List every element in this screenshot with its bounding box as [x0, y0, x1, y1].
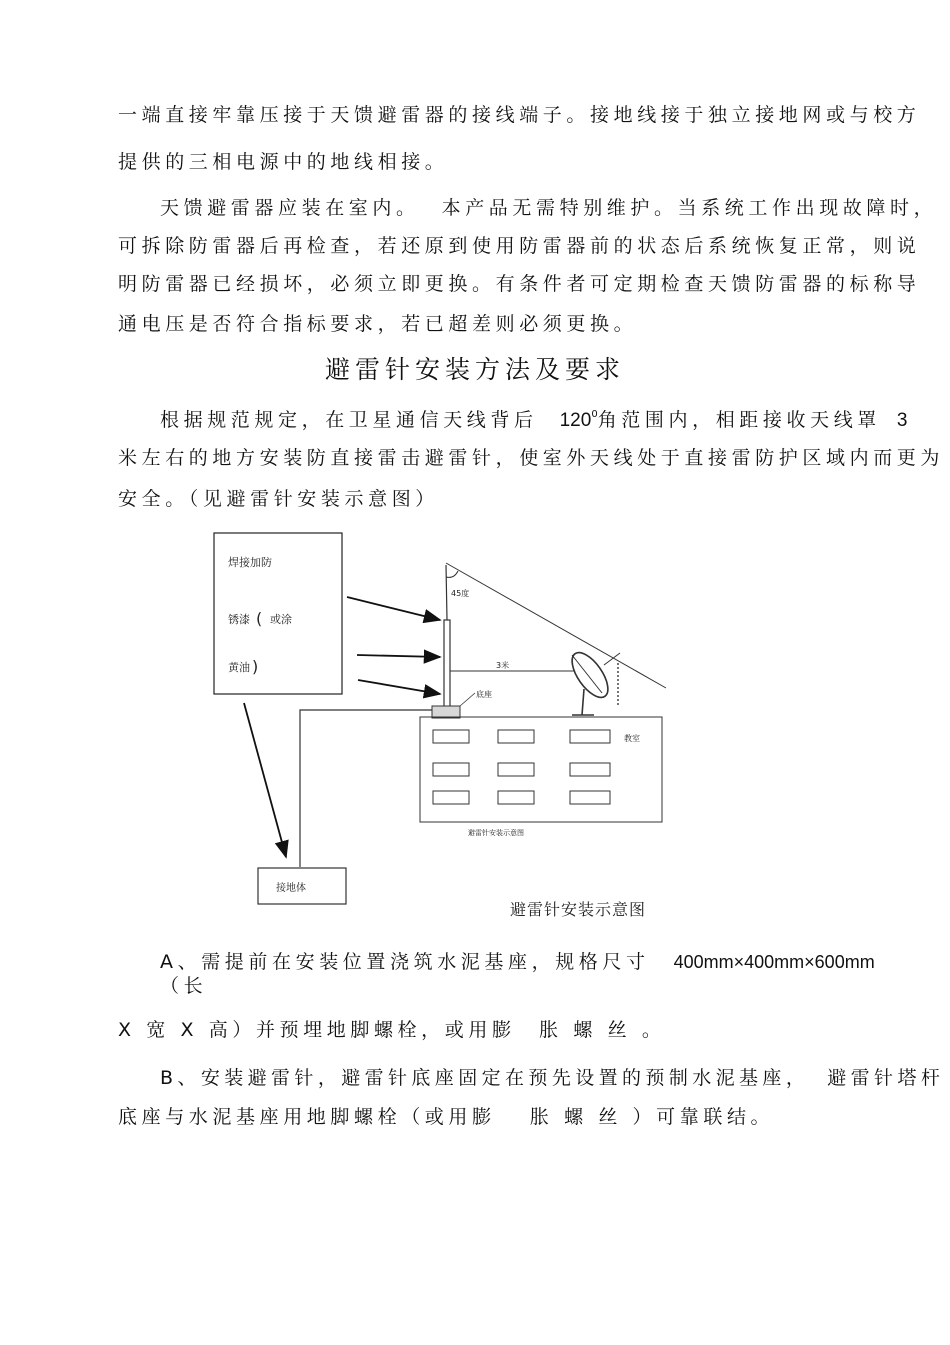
distance-label: 3米	[496, 661, 510, 670]
section-title: 避雷针安装方法及要求	[324, 355, 625, 384]
building-label: 教室	[624, 734, 640, 743]
text-span: 避雷针塔杆	[827, 1067, 945, 1089]
protection-boundary	[446, 563, 666, 688]
text-span: A、需提前在安装位置浇筑水泥基座，规格尺寸	[160, 951, 650, 973]
ground-label: 接地体	[276, 883, 306, 894]
diagram-caption: 避雷针安装示意图	[510, 900, 647, 919]
text-span: 本产品无需特别维护。当系统工作出现故障时，	[441, 197, 938, 219]
paragraph-line: 安全。（见避雷针安装示意图）	[118, 488, 439, 510]
text-span: 天馈避雷器应装在室内。	[160, 197, 420, 219]
pointer-arrow	[357, 655, 440, 657]
angle-value: 120	[559, 410, 592, 431]
base-leader	[460, 693, 475, 706]
paragraph-line	[160, 1066, 944, 1090]
building	[420, 717, 662, 822]
paragraph-line: 通电压是否符合指标要求，若已超差则必须更换。	[118, 313, 638, 335]
box-paren-close: )	[252, 657, 259, 676]
paragraph-line: 底座与水泥基座用地脚螺栓（或用膨 胀 螺 丝 ）可靠联结。	[118, 1106, 775, 1128]
degree-mark: 0	[591, 409, 598, 420]
paragraph-line: 一端直接牢靠压接于天馈避雷器的接线端子。接地线接于独立接地网或与校方	[118, 104, 921, 126]
text-span: 根据规范规定，在卫星通信天线背后	[160, 409, 538, 431]
box-text-line2a: 锈漆	[228, 613, 250, 626]
distance-value: 3	[896, 410, 908, 431]
lightning-rod-tip	[446, 565, 447, 620]
paragraph-line: 明防雷器已经损坏，必须立即更换。有条件者可定期检查天馈防雷器的标称导	[118, 273, 921, 295]
paragraph-line	[160, 950, 875, 974]
paragraph-line	[160, 196, 937, 220]
box-text-line1: 焊接加防	[228, 556, 272, 569]
pointer-arrow	[347, 597, 440, 620]
angle-label: 45度	[451, 589, 470, 598]
paragraph-line: X 宽 X 高）并预埋地脚螺栓，或用膨 胀 螺 丝 。	[118, 1019, 666, 1041]
size-spec: 400mm×400mm×600mm	[673, 952, 875, 972]
paragraph-line: 米左右的地方安装防直接雷击避雷针，使室外天线处于直接雷防护区域内而更为	[118, 447, 945, 469]
lightning-rod-diagram	[200, 525, 700, 920]
box-paren-open: (	[256, 609, 263, 628]
pointer-arrow	[358, 680, 440, 694]
building-windows	[433, 730, 610, 804]
down-conductor	[300, 710, 432, 867]
paragraph-line: 可拆除防雷器后再检查，若还原到使用防雷器前的状态后系统恢复正常，则说	[118, 235, 921, 257]
lightning-rod-mast	[444, 620, 450, 710]
angle-arc	[446, 571, 458, 577]
paragraph-line: 提供的三相电源中的地线相接。	[118, 151, 449, 173]
box-text-line2b: 或涂	[270, 613, 292, 626]
rod-base	[432, 706, 460, 718]
base-label: 底座	[476, 690, 492, 699]
box-text-line3: 黄油	[228, 661, 250, 674]
text-span: 角范围内，相距接收天线罩	[597, 409, 881, 431]
paragraph-line	[160, 403, 907, 433]
ground-arrow	[244, 703, 286, 857]
paragraph-line: （长	[160, 975, 208, 997]
inner-caption: 避雷针安装示意图	[468, 829, 524, 837]
text-span: B、安装避雷针，避雷针底座固定在预先设置的预制水泥基座，	[160, 1067, 810, 1089]
